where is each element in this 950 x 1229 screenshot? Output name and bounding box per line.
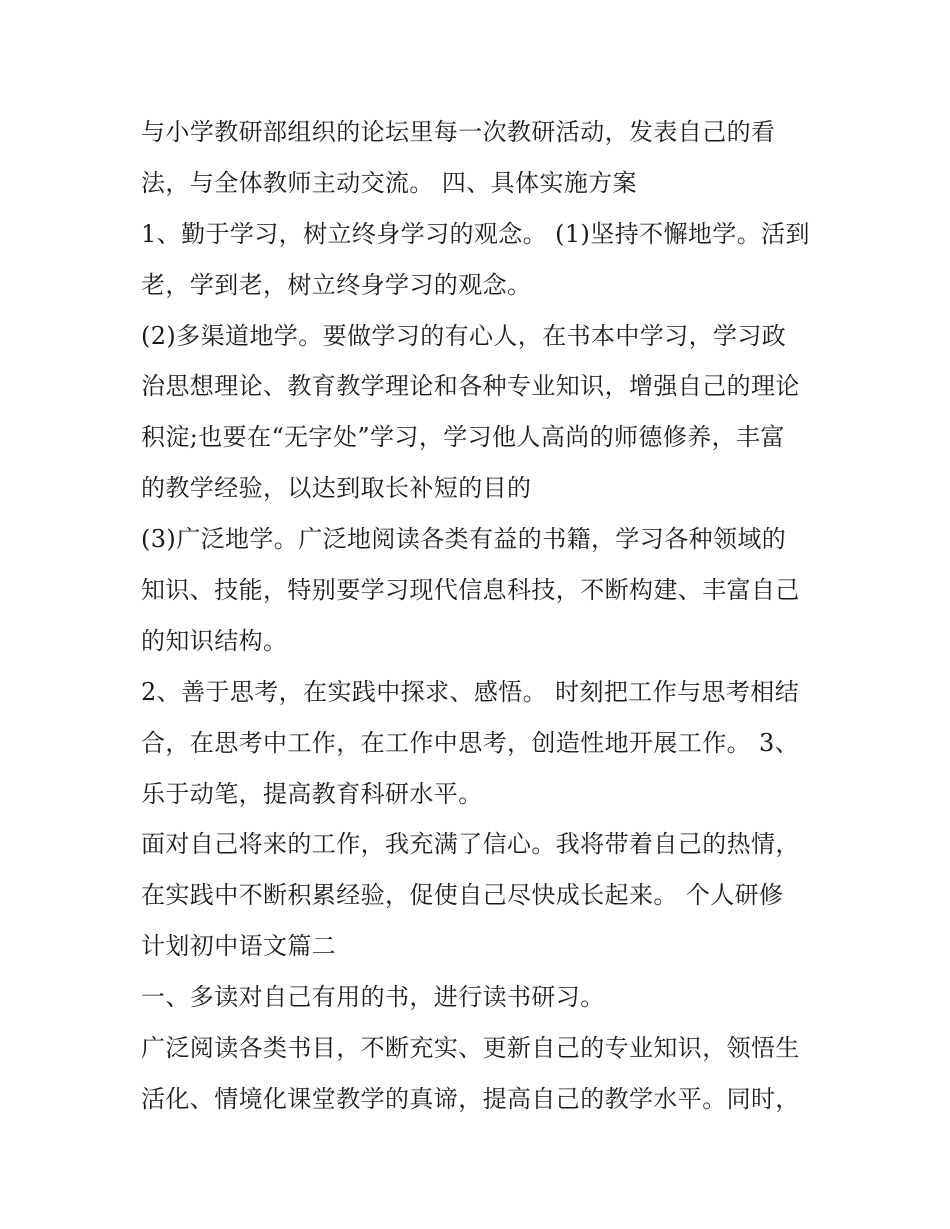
text-line: 活化、情境化课堂教学的真谛，提高自己的教学水平。同时， xyxy=(141,1084,800,1113)
text-line: (2)多渠道地学。要做学习的有心人，在书本中学习，学习政 xyxy=(141,321,787,350)
text-line: 在实践中不断积累经验，促使自己尽快成长起来。 个人研修 xyxy=(141,881,784,910)
text-line: 合，在思考中工作，在工作中思考，创造性地开展工作。 3、 xyxy=(141,728,800,757)
text-line: 的知识结构。 xyxy=(141,626,288,655)
text-line: 老，学到老，树立终身学习的观念。 xyxy=(141,270,532,299)
text-line: 2、善于思考，在实践中探求、感悟。 时刻把工作与思考相结 xyxy=(141,677,800,706)
text-line: 与小学教研部组织的论坛里每一次教研活动，发表自己的看 xyxy=(141,118,776,146)
text-line: 一、多读对自己有用的书，进行读书研习。 xyxy=(141,983,605,1012)
text-line: (3)广泛地学。广泛地阅读各类有益的书籍，学习各种领域的 xyxy=(141,525,787,554)
text-line: 知识、技能，特别要学习现代信息科技，不断构建、丰富自己 xyxy=(141,576,800,605)
text-line: 广泛阅读各类书目，不断充实、更新自己的专业知识，领悟生 xyxy=(141,1034,800,1063)
text-line: 计划初中语文篇二 xyxy=(141,932,337,961)
text-line: 的教学经验，以达到取长补短的目的 xyxy=(141,474,532,503)
text-line: 乐于动笔，提高教育科研水平。 xyxy=(141,779,483,808)
text-line: 1、勤于学习，树立终身学习的观念。 (1)坚持不懈地学。活到 xyxy=(141,219,810,248)
text-line: 积淀;也要在“无字处”学习，学习他人高尚的师德修养，丰富 xyxy=(141,423,785,452)
text-line: 法，与全体教师主动交流。 四、具体实施方案 xyxy=(141,168,638,197)
text-line: 面对自己将来的工作，我充满了信心。我将带着自己的热情， xyxy=(141,830,800,859)
text-line: 治思想理论、教育教学理论和各种专业知识，增强自己的理论 xyxy=(141,372,800,401)
document-body xyxy=(141,107,821,1125)
